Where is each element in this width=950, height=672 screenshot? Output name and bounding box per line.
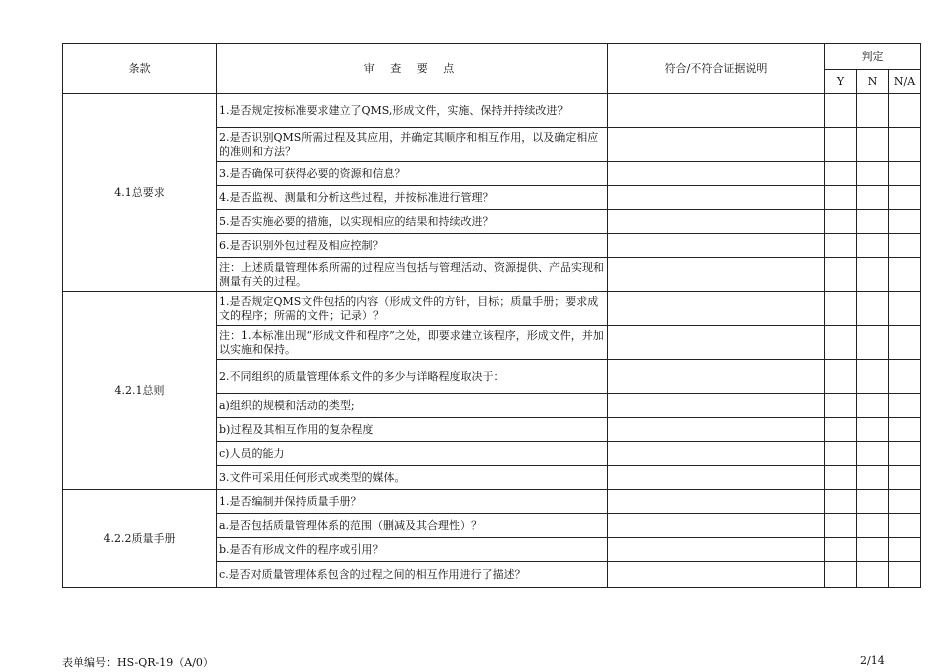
- judgement-n-cell[interactable]: [857, 162, 889, 186]
- judgement-n-cell[interactable]: [857, 466, 889, 490]
- judgement-y-cell[interactable]: [825, 442, 857, 466]
- judgement-n-cell[interactable]: [857, 490, 889, 514]
- audit-point-cell: 1.是否规定按标准要求建立了QMS,形成文件，实施、保持并持续改进？: [217, 94, 608, 128]
- evidence-cell[interactable]: [608, 210, 825, 234]
- judgement-y-cell[interactable]: [825, 514, 857, 538]
- evidence-cell[interactable]: [608, 514, 825, 538]
- evidence-cell[interactable]: [608, 94, 825, 128]
- judgement-y-cell[interactable]: [825, 418, 857, 442]
- judgement-na-cell[interactable]: [889, 234, 921, 258]
- judgement-header: 判定: [825, 44, 921, 70]
- evidence-cell[interactable]: [608, 418, 825, 442]
- judgement-n-cell[interactable]: [857, 360, 889, 394]
- audit-point-cell: b)过程及其相互作用的复杂程度: [217, 418, 608, 442]
- judgement-na-cell[interactable]: [889, 186, 921, 210]
- evidence-cell[interactable]: [608, 466, 825, 490]
- judgement-y-cell[interactable]: [825, 210, 857, 234]
- judgement-y-cell[interactable]: [825, 128, 857, 162]
- evidence-cell[interactable]: [608, 442, 825, 466]
- evidence-cell[interactable]: [608, 234, 825, 258]
- judgement-na-cell[interactable]: [889, 418, 921, 442]
- judgement-na-cell[interactable]: [889, 442, 921, 466]
- evidence-cell[interactable]: [608, 326, 825, 360]
- judgement-n-cell[interactable]: [857, 234, 889, 258]
- judgement-na-header: N/A: [889, 70, 921, 94]
- audit-point-cell: a)组织的规模和活动的类型;: [217, 394, 608, 418]
- table-row: [63, 490, 921, 514]
- audit-point-cell: 1.是否编制并保持质量手册？: [217, 490, 608, 514]
- judgement-n-cell[interactable]: [857, 258, 889, 292]
- judgement-y-cell[interactable]: [825, 326, 857, 360]
- judgement-y-cell[interactable]: [825, 360, 857, 394]
- judgement-na-cell[interactable]: [889, 292, 921, 326]
- evidence-cell[interactable]: [608, 258, 825, 292]
- judgement-na-cell[interactable]: [889, 562, 921, 588]
- table-row: [63, 94, 921, 128]
- judgement-na-cell[interactable]: [889, 394, 921, 418]
- audit-point-cell: 注：上述质量管理体系所需的过程应当包括与管理活动、资源提供、产品实现和测量有关的过程。: [217, 258, 608, 292]
- judgement-y-cell[interactable]: [825, 186, 857, 210]
- judgement-y-cell[interactable]: [825, 538, 857, 562]
- clause-cell: 4.1总要求: [63, 94, 217, 292]
- judgement-na-cell[interactable]: [889, 466, 921, 490]
- judgement-na-cell[interactable]: [889, 162, 921, 186]
- judgement-y-cell[interactable]: [825, 258, 857, 292]
- judgement-n-cell[interactable]: [857, 514, 889, 538]
- audit-point-cell: 5.是否实施必要的措施，以实现相应的结果和持续改进？: [217, 210, 608, 234]
- judgement-n-cell[interactable]: [857, 394, 889, 418]
- evidence-header: 符合/不符合证据说明: [608, 44, 825, 94]
- evidence-cell[interactable]: [608, 292, 825, 326]
- audit-checklist-table: [62, 43, 921, 588]
- judgement-na-cell[interactable]: [889, 128, 921, 162]
- judgement-na-cell[interactable]: [889, 360, 921, 394]
- evidence-cell[interactable]: [608, 128, 825, 162]
- judgement-na-cell[interactable]: [889, 326, 921, 360]
- audit-point-cell: 2.不同组织的质量管理体系文件的多少与详略程度取决于：: [217, 360, 608, 394]
- evidence-cell[interactable]: [608, 186, 825, 210]
- judgement-n-cell[interactable]: [857, 210, 889, 234]
- judgement-n-cell[interactable]: [857, 326, 889, 360]
- judgement-y-cell[interactable]: [825, 562, 857, 588]
- judgement-y-header: Y: [825, 70, 857, 94]
- audit-points-header: 审 查 要 点: [217, 44, 608, 94]
- clause-cell: 4.2.2质量手册: [63, 490, 217, 588]
- audit-point-cell: 6.是否识别外包过程及相应控制？: [217, 234, 608, 258]
- judgement-y-cell[interactable]: [825, 292, 857, 326]
- judgement-n-cell[interactable]: [857, 442, 889, 466]
- audit-point-cell: c.是否对质量管理体系包含的过程之间的相互作用进行了描述？: [217, 562, 608, 588]
- table-row: [63, 292, 921, 326]
- judgement-y-cell[interactable]: [825, 234, 857, 258]
- audit-point-cell: c)人员的能力: [217, 442, 608, 466]
- judgement-n-cell[interactable]: [857, 128, 889, 162]
- judgement-y-cell[interactable]: [825, 466, 857, 490]
- evidence-cell[interactable]: [608, 562, 825, 588]
- clause-header: 条款: [63, 44, 217, 94]
- audit-point-cell: 3.是否确保可获得必要的资源和信息？: [217, 162, 608, 186]
- judgement-y-cell[interactable]: [825, 162, 857, 186]
- evidence-cell[interactable]: [608, 162, 825, 186]
- judgement-n-cell[interactable]: [857, 538, 889, 562]
- judgement-na-cell[interactable]: [889, 94, 921, 128]
- judgement-n-cell[interactable]: [857, 186, 889, 210]
- audit-point-cell: 注：1.本标准出现“形成文件和程序”之处，即要求建立该程序，形成文件，并加以实施和保持。: [217, 326, 608, 360]
- judgement-na-cell[interactable]: [889, 490, 921, 514]
- form-number: 表单编号：HS-QR-19（A/0）: [62, 656, 214, 669]
- judgement-na-cell[interactable]: [889, 258, 921, 292]
- judgement-na-cell[interactable]: [889, 538, 921, 562]
- evidence-cell[interactable]: [608, 360, 825, 394]
- judgement-n-cell[interactable]: [857, 94, 889, 128]
- evidence-cell[interactable]: [608, 394, 825, 418]
- audit-point-cell: a.是否包括质量管理体系的范围（删减及其合理性）？: [217, 514, 608, 538]
- judgement-na-cell[interactable]: [889, 210, 921, 234]
- audit-point-cell: 1.是否规定QMS文件包括的内容（形成文件的方针，目标；质量手册；要求成文的程序；所需的文件；记录）？: [217, 292, 608, 326]
- judgement-na-cell[interactable]: [889, 514, 921, 538]
- judgement-n-cell[interactable]: [857, 292, 889, 326]
- judgement-y-cell[interactable]: [825, 394, 857, 418]
- judgement-n-cell[interactable]: [857, 418, 889, 442]
- judgement-y-cell[interactable]: [825, 490, 857, 514]
- judgement-n-cell[interactable]: [857, 562, 889, 588]
- audit-point-cell: 4.是否监视、测量和分析这些过程，并按标准进行管理？: [217, 186, 608, 210]
- audit-point-cell: 3.文件可采用任何形式或类型的媒体。: [217, 466, 608, 490]
- audit-point-cell: 2.是否识别QMS所需过程及其应用，并确定其顺序和相互作用，以及确定相应的准则和方法？: [217, 128, 608, 162]
- judgement-n-header: N: [857, 70, 889, 94]
- audit-point-cell: b.是否有形成文件的程序或引用？: [217, 538, 608, 562]
- header-row: [63, 44, 921, 70]
- page-number: 2/14: [860, 654, 885, 667]
- evidence-cell[interactable]: [608, 490, 825, 514]
- evidence-cell[interactable]: [608, 538, 825, 562]
- judgement-y-cell[interactable]: [825, 94, 857, 128]
- clause-cell: 4.2.1总则: [63, 292, 217, 490]
